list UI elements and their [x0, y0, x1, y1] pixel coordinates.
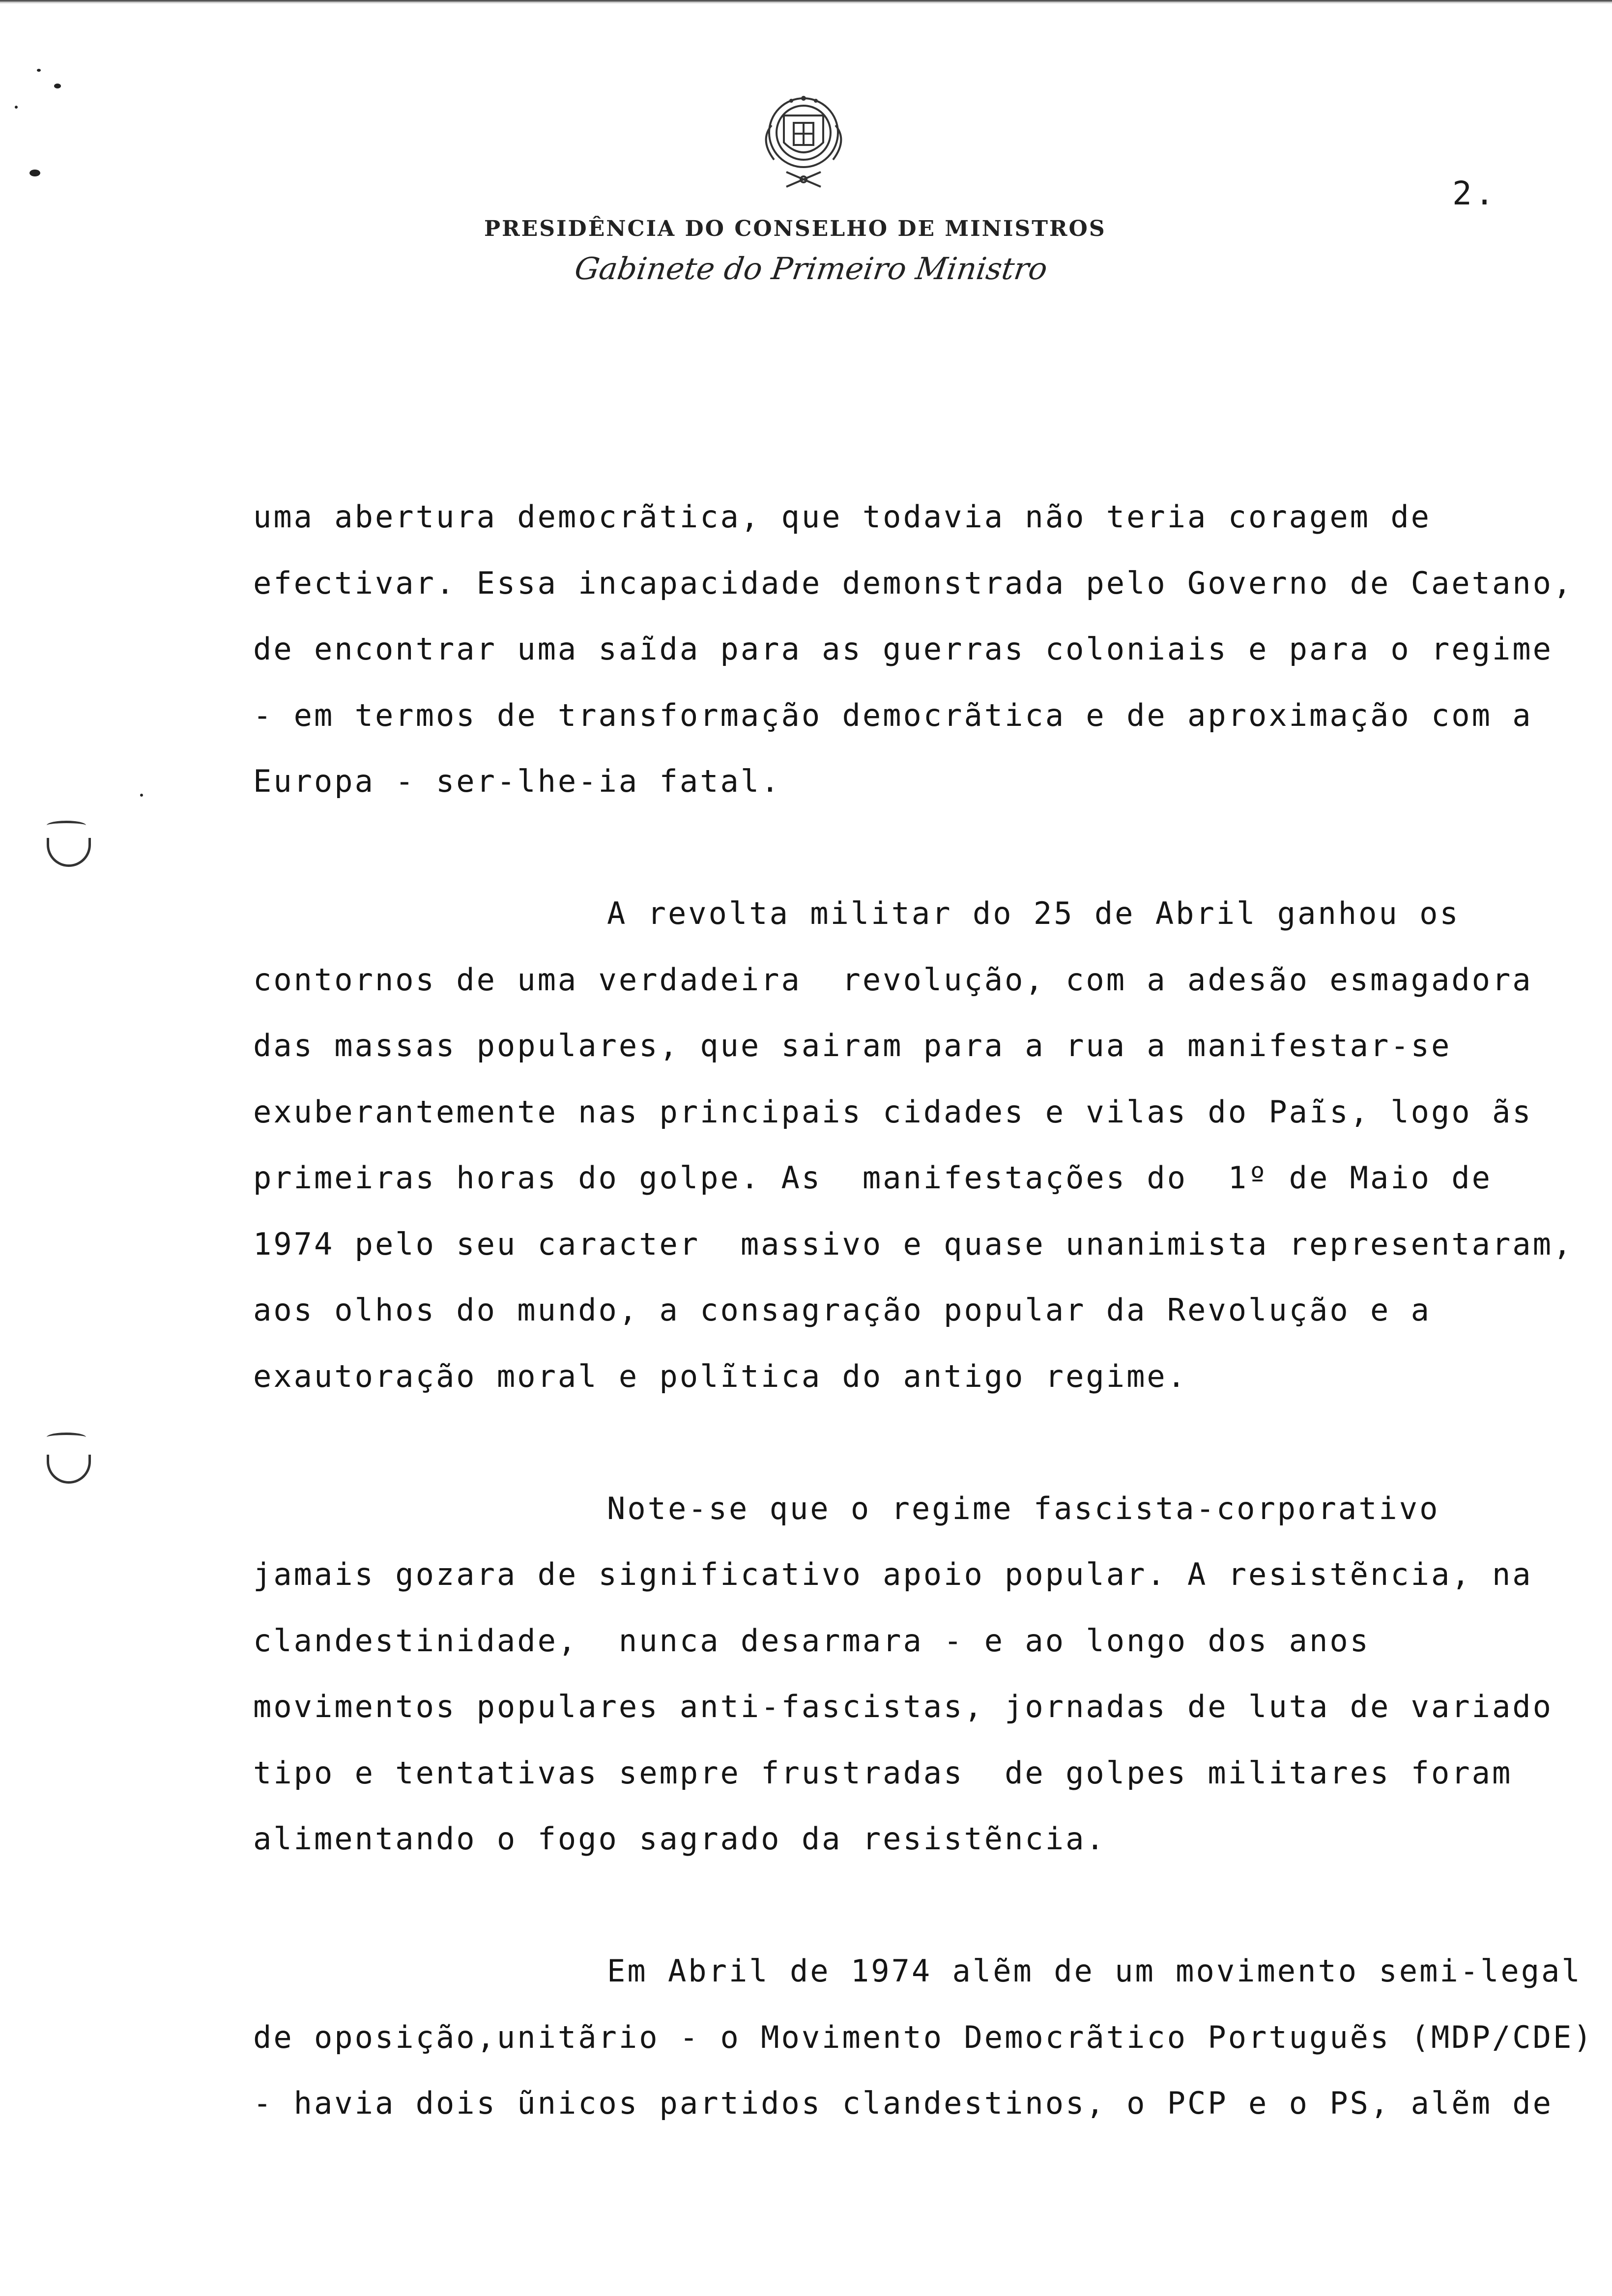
coat-of-arms-seal-icon: [745, 81, 863, 199]
scan-speck: [54, 84, 61, 88]
text-line: primeiras horas do golpe. As manifestações do 1º de Maio de: [253, 1160, 1492, 1196]
paragraph: [253, 484, 1580, 815]
text-line: efectivar. Essa incapacidade demonstrada pelo Governo de Caetano,: [253, 565, 1574, 601]
scan-speck: [29, 170, 40, 176]
text-line: A revolta militar do 25 de Abril ganhou os: [607, 895, 1460, 931]
punch-hole-top-arc: [47, 1433, 86, 1442]
scan-speck: [140, 794, 143, 797]
punch-hole-top-arc: [47, 821, 86, 830]
text-line: Europa - ser-lhe-ia fatal.: [253, 763, 781, 799]
text-line: 1974 pelo seu caracter massivo e quase unanimista representaram,: [253, 1226, 1574, 1262]
text-line: uma abertura democrãtica, que todavia não teria coragem de: [253, 499, 1431, 535]
top-edge-rule: [0, 0, 1612, 4]
scan-speck: [15, 106, 18, 109]
punch-hole-icon: [47, 1455, 91, 1484]
text-line: movimentos populares anti-fascistas, jornadas de luta de variado: [253, 1689, 1553, 1724]
text-line: - havia dois ũnicos partidos clandestinos, o PCP e o PS, alẽm de: [253, 2085, 1553, 2121]
text-line: Em Abril de 1974 alẽm de um movimento semi-legal: [607, 1953, 1582, 1989]
letterhead-subtitle: Gabinete do Primeiro Ministro: [572, 251, 1050, 287]
punch-hole-icon: [47, 838, 91, 867]
letterhead-title: PRESIDÊNCIA DO CONSELHO DE MINISTROS: [484, 216, 1106, 241]
paragraph: [253, 1476, 1580, 1872]
text-line: exautoração moral e polĩtica do antigo regime.: [253, 1358, 1188, 1394]
text-line: exuberantemente nas principais cidades e vilas do Paĩs, logo ãs: [253, 1093, 1533, 1130]
paragraph: [253, 1938, 1594, 2137]
text-line: Note-se que o regime fascista-corporativo: [607, 1490, 1440, 1526]
text-line: contornos de uma verdadeira revolução, com a adesão esmagadora: [253, 961, 1533, 998]
document-body: [253, 484, 1594, 2203]
text-line: das massas populares, que sairam para a rua a manifestar-se: [253, 1028, 1452, 1063]
scan-speck: [37, 69, 41, 72]
paragraph: [253, 881, 1580, 1409]
text-line: alimentando o fogo sagrado da resistẽncia.: [253, 1821, 1106, 1857]
text-line: - em termos de transformação democrãtica e de aproximação com a: [253, 697, 1533, 733]
text-line: de encontrar uma saĩda para as guerras coloniais e para o regime: [253, 631, 1553, 667]
text-line: de oposição,unitãrio - o Movimento Democrãtico Portuguẽs (MDP/CDE): [253, 2019, 1594, 2055]
page-number: 2.: [1452, 174, 1497, 212]
text-line: tipo e tentativas sempre frustradas de golpes militares foram: [253, 1754, 1513, 1791]
text-line: jamais gozara de significativo apoio popular. A resistẽncia, na: [253, 1556, 1533, 1592]
text-line: aos olhos do mundo, a consagração popular da Revolução e a: [253, 1292, 1431, 1328]
text-line: clandestinidade, nunca desarmara - e ao longo dos anos: [253, 1622, 1370, 1659]
